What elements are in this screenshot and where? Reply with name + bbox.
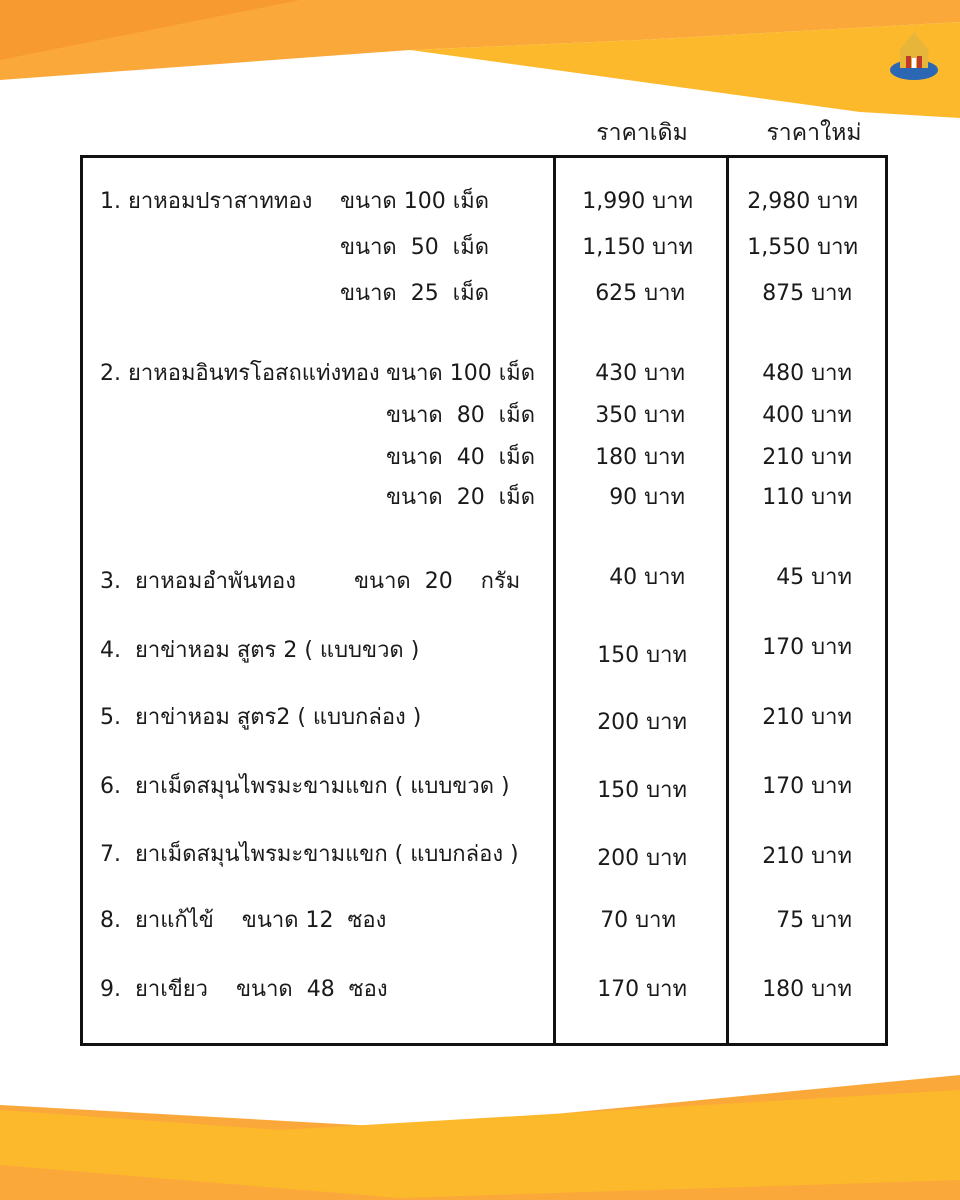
product-name: 8. ยาแก้ไข้ ขนาด 12 ซอง [100, 908, 387, 933]
new-price: 75 บาท [776, 908, 852, 933]
old-price-heading: ราคาเดิม [596, 120, 688, 146]
new-price: 400 บาท [762, 403, 852, 428]
bottom-banner-decoration [0, 1070, 960, 1200]
old-price: 150 บาท [597, 643, 687, 668]
product-name: 2. ยาหอมอินทรโอสถแท่งทอง [100, 361, 380, 386]
old-price: 200 บาท [597, 846, 687, 871]
old-price: 1,150 บาท [582, 235, 693, 260]
product-size: ขนาด 100 เม็ด [386, 361, 536, 386]
product-size: ขนาด 100 เม็ด [340, 189, 490, 214]
product-size: ขนาด 20 กรัม [354, 569, 521, 594]
old-price: 350 บาท [595, 403, 685, 428]
new-price: 210 บาท [762, 445, 852, 470]
product-size: ขนาด 25 เม็ด [340, 281, 489, 306]
new-price: 2,980 บาท [747, 189, 858, 214]
new-price: 180 บาท [762, 977, 852, 1002]
old-price: 150 บาท [597, 778, 687, 803]
old-price: 170 บาท [597, 977, 687, 1002]
new-price: 210 บาท [762, 705, 852, 730]
product-name: 5. ยาข่าหอม สูตร2 ( แบบกล่อง ) [100, 705, 422, 730]
product-name: 1. ยาหอมปราสาททอง [100, 189, 313, 214]
old-price: 430 บาท [595, 361, 685, 386]
product-size: ขนาด 50 เม็ด [340, 235, 489, 260]
product-size: ขนาด 20 เม็ด [386, 485, 535, 510]
product-size: ขนาด 40 เม็ด [386, 445, 535, 470]
new-price: 45 บาท [776, 565, 852, 590]
new-price: 210 บาท [762, 844, 852, 869]
product-name: 6. ยาเม็ดสมุนไพรมะขามแขก ( แบบขวด ) [100, 774, 510, 799]
old-price: 90 บาท [609, 485, 685, 510]
old-price: 200 บาท [597, 710, 687, 735]
product-name: 4. ยาข่าหอม สูตร 2 ( แบบขวด ) [100, 638, 420, 663]
old-price: 180 บาท [595, 445, 685, 470]
new-price: 110 บาท [762, 485, 852, 510]
product-name: 3. ยาหอมอำพันทอง [100, 569, 297, 594]
new-price-heading: ราคาใหม่ [766, 120, 862, 146]
product-size: ขนาด 80 เม็ด [386, 403, 535, 428]
new-price: 1,550 บาท [747, 235, 858, 260]
old-price: 625 บาท [595, 281, 685, 306]
new-price: 170 บาท [762, 635, 852, 660]
new-price: 480 บาท [762, 361, 852, 386]
product-name: 9. ยาเขียว ขนาด 48 ซอง [100, 977, 388, 1002]
new-price: 170 บาท [762, 774, 852, 799]
new-price: 875 บาท [762, 281, 852, 306]
old-price: 1,990 บาท [582, 189, 693, 214]
product-name: 7. ยาเม็ดสมุนไพรมะขามแขก ( แบบกล่อง ) [100, 842, 519, 867]
temple-logo-icon [884, 30, 944, 84]
top-banner-decoration [0, 0, 960, 130]
old-price: 70 บาท [600, 908, 676, 933]
old-price: 40 บาท [609, 565, 685, 590]
